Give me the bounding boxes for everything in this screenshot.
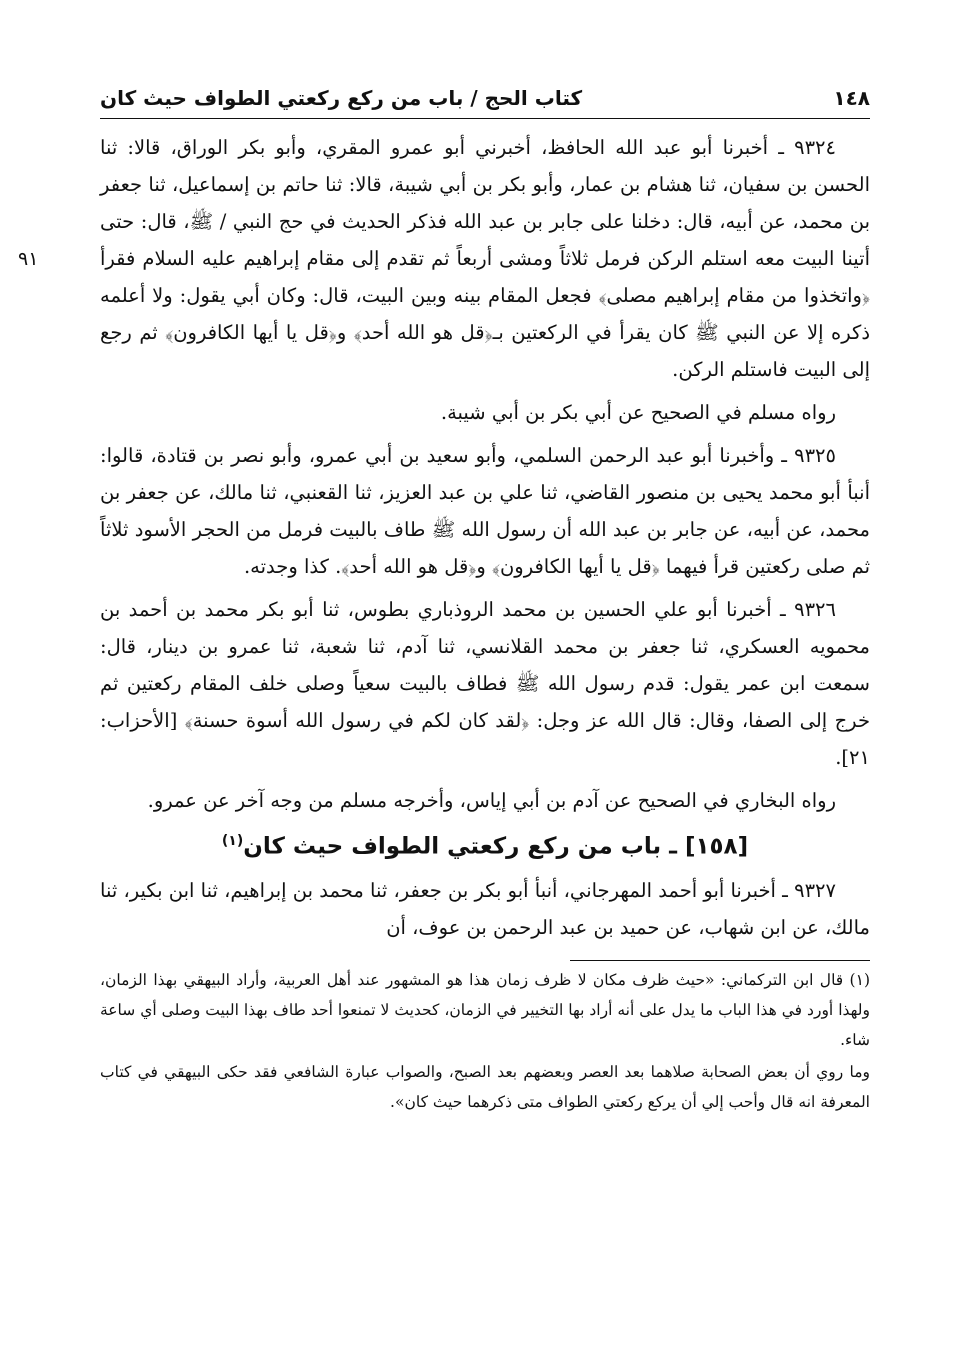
hadith-9325: ٩٣٢٥ ـ وأخبرنا أبو عبد الرحمن السلمي، وأبو سعيد بن أبي عمرو، وأبو نصر بن قتادة، قالوا: أنبأ أبو محمد يحيى بن منصور القاضي، ثنا علي بن عبد العزيز، ثنا القعنبي، ثنا مالك، عن جعفر بن محمد، عن أبيه، عن جابر بن عبد الله أن رسول الله ﷺ طاف بالبيت فرمل من الحجر الأسود ثلاثاً ثم صلى ركعتين قرأ فيهما ﴿قل يا أيها الكافرون﴾ و﴿قل هو الله أحد﴾. كذا وجدته.: [100, 444, 870, 578]
hadith-9324-text: ٩٣٢٤ ـ أخبرنا أبو عبد الله الحافظ، أخبرني أبو عمرو المقري، وأبو بكر الوراق، قالا: ثنا الحسن بن سفيان، ثنا هشام بن عمار، وأبو بكر بن أبي شيبة، قالا: ثنا حاتم بن إسماعيل، ثنا جعفر بن محمد، عن أبيه، قال: دخلنا على جابر بن عبد الله فذكر الحديث في حج النبي / ﷺ، قال: حتى أتينا البيت معه استلم الركن فرمل ثلاثاً ومشى أربعاً ثم تقدم إلى مقام إبراهيم عليه السلام فقرأ ﴿واتخذوا من مقام إبراهيم مصلى﴾ فجعل المقام بينه وبين البيت، قال: وكان أبي يقول: ولا أعلمه ذكره إلا عن النبي ﷺ كان يقرأ في الركعتين بـ﴿قل هو الله أحد﴾ و﴿قل يا أيها الكافرون﴾ ثم رجع إلى البيت فاستلم الركن.: [100, 136, 870, 381]
hadith-9324: [18, 129, 870, 388]
hadith-9326: ٩٣٢٦ ـ أخبرنا أبو علي الحسين بن محمد الروذباري بطوس، ثنا أبو بكر محمد بن أحمد بن محمويه العسكري، ثنا جعفر بن محمد القلانسي، ثنا آدم، ثنا شعبة، ثنا عمرو بن دينار، قال: سمعت ابن عمر يقول: قدم رسول الله ﷺ فطاف بالبيت سعياً وصلى خلف المقام ركعتين ثم خرج إلى الصفا، وقال: قال الله عز وجل: ﴿لقد كان لكم في رسول الله أسوة حسنة﴾ [الأحزاب: ٢١].: [100, 598, 870, 769]
chapter-heading: [100, 833, 870, 860]
narration-note-1: رواه مسلم في الصحيح عن أبي بكر بن أبي شيبة.: [440, 401, 836, 424]
chapter-title: [١٥٨] ـ باب من ركع ركعتي الطواف حيث كان: [243, 833, 749, 860]
footnote-ref: (١): [221, 833, 244, 849]
footnote-rule: [570, 960, 870, 961]
margin-number: ٩١: [18, 248, 39, 270]
footnote-1: (١) قال ابن التركماني: «حيث ظرف مكان لا ظرف زمان هذا هو المشهور عند أهل العربية، وأراد البيهقي بهذا الزمان، ولهذا أورد في هذا الباب ما يدل على أنه أراد بها التخيير في الزمان، كحديث لا تمنعوا أحد طاف بهذا البيت وصلى أي ساعة شاء.: [100, 970, 870, 1049]
book-page: [18, 78, 870, 1119]
hadith-9327: ٩٣٢٧ ـ أخبرنا أبو أحمد المهرجاني، أنبأ أبو بكر بن جعفر، ثنا محمد بن إبراهيم، ثنا ابن بكير، ثنا مالك، عن ابن شهاب، عن حميد بن عبد الرحمن بن عوف، أن: [100, 878, 870, 939]
narration-note-2: رواه البخاري في الصحيح عن آدم بن أبي إياس، وأخرجه مسلم من وجه آخر عن عمرو.: [147, 789, 836, 812]
running-title: كتاب الحج / باب من ركع ركعتي الطواف حيث كان: [100, 86, 583, 110]
page-header: [100, 78, 870, 119]
footnotes: [100, 965, 870, 1117]
page-number: ١٤٨: [833, 86, 870, 110]
footnote-1-continued: وما روي أن بعض الصحابة صلاهما بعد العصر وبعضهم بعد الصبح، والصواب عبارة الشافعي فقد حكى البيهقي في كتاب المعرفة انه قال وأحب إلي أن يركع ركعتي الطواف متى ذكرهما حيث كان».: [100, 1062, 870, 1111]
